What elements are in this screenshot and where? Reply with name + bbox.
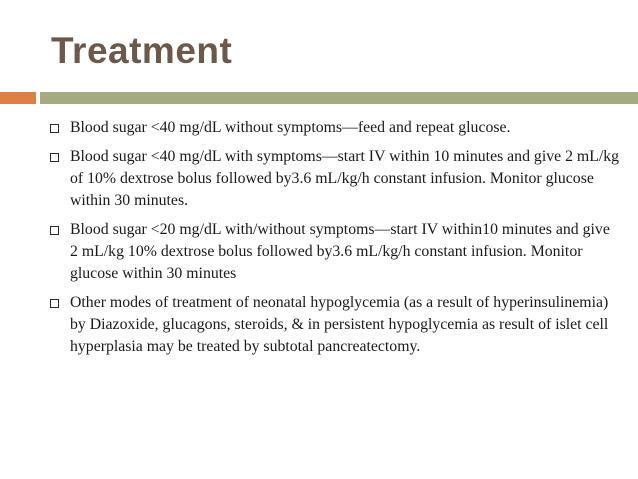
square-bullet-icon [50, 299, 59, 308]
bullet-item [50, 219, 620, 285]
bullet-text: Blood sugar <40 mg/dL without symptoms—feed and repeat glucose. [70, 119, 511, 136]
slide-title: Treatment [51, 30, 233, 71]
square-bullet-icon [50, 124, 59, 133]
bullet-text: Blood sugar <40 mg/dL with symptoms—start IV within 10 minutes and give 2 mL/kg of 10% dextrose bolus followed by3.6 mL/kg/h constant infusion. Monitor glucose within 30 minutes. [70, 148, 620, 209]
bullet-text: Other modes of treatment of neonatal hypoglycemia (as a result of hyperinsulinemia) by Diazoxide, glucagons, steroids, & in persistent hypoglycemia as result of islet cell hyperplasia may be treated by subtotal pancreatectomy. [70, 294, 609, 355]
bullet-list [50, 117, 620, 365]
bullet-item [50, 146, 620, 212]
square-bullet-icon [50, 153, 59, 162]
title-divider-bar [40, 92, 638, 104]
title-accent-bar [0, 92, 36, 104]
square-bullet-icon [50, 226, 59, 235]
bullet-text: Blood sugar <20 mg/dL with/without symptoms—start IV within10 minutes and give 2 mL/kg 10% dextrose bolus followed by3.6 mL/kg/h constant infusion. Monitor glucose within 30 minutes [70, 221, 610, 282]
bullet-item [50, 292, 620, 358]
bullet-item [50, 117, 620, 139]
